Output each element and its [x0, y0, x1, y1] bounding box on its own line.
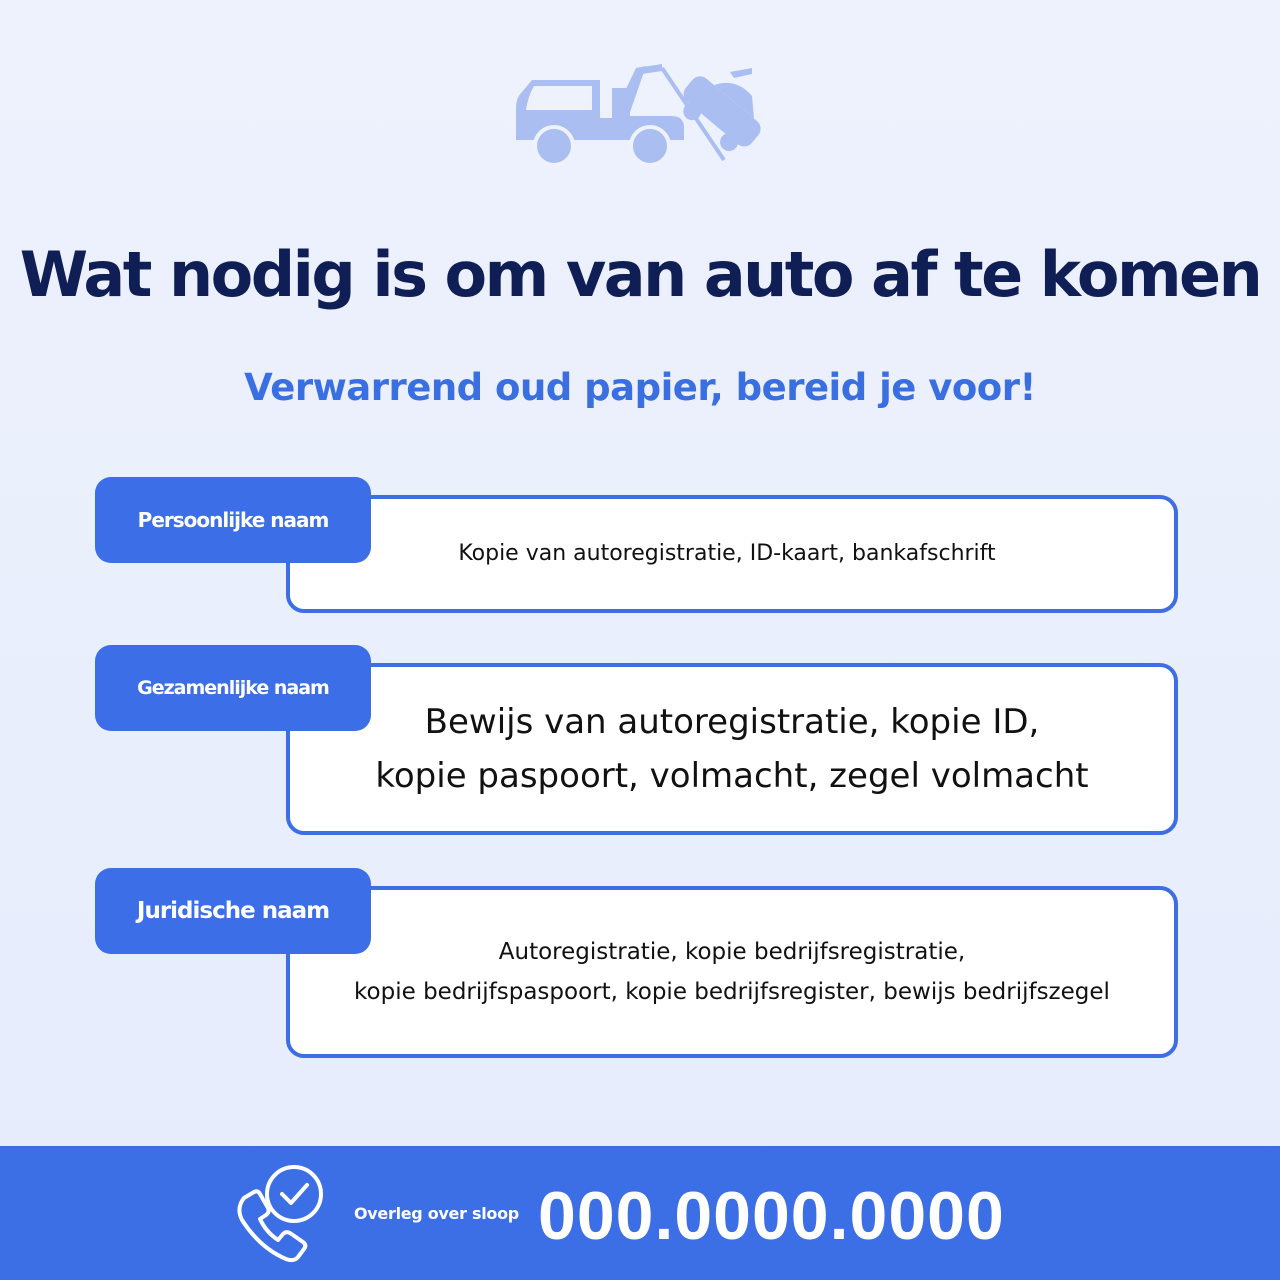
section-text: Bewijs van autoregistratie, kopie ID, kopie paspoort, volmacht, zegel volmacht — [375, 702, 1089, 796]
phone-check-icon — [228, 1164, 328, 1264]
page-title: Wat nodig is om van auto af te komen — [19, 238, 1261, 311]
section-text: Autoregistratie, kopie bedrijfsregistratie, kopie bedrijfspaspoort, kopie bedrijfsregister, bewijs bedrijfszegel — [354, 939, 1110, 1005]
section-card-joint — [286, 663, 1178, 835]
section-tag-legal: Juridische naam — [95, 868, 371, 954]
phone-number[interactable]: 000.0000.0000 — [538, 1178, 1005, 1254]
footer-bar — [0, 1146, 1280, 1280]
section-card-legal — [286, 886, 1178, 1058]
tow-truck-icon — [512, 58, 772, 170]
section-tag-personal: Persoonlijke naam — [95, 477, 371, 563]
page-subtitle: Verwarrend oud papier, bereid je voor! — [244, 366, 1036, 409]
section-tag-joint: Gezamenlijke naam — [95, 645, 371, 731]
footer-label: Overleg over sloop — [354, 1204, 519, 1223]
section-text: Kopie van autoregistratie, ID-kaart, bankafschrift — [458, 541, 996, 566]
section-card-personal — [286, 495, 1178, 613]
